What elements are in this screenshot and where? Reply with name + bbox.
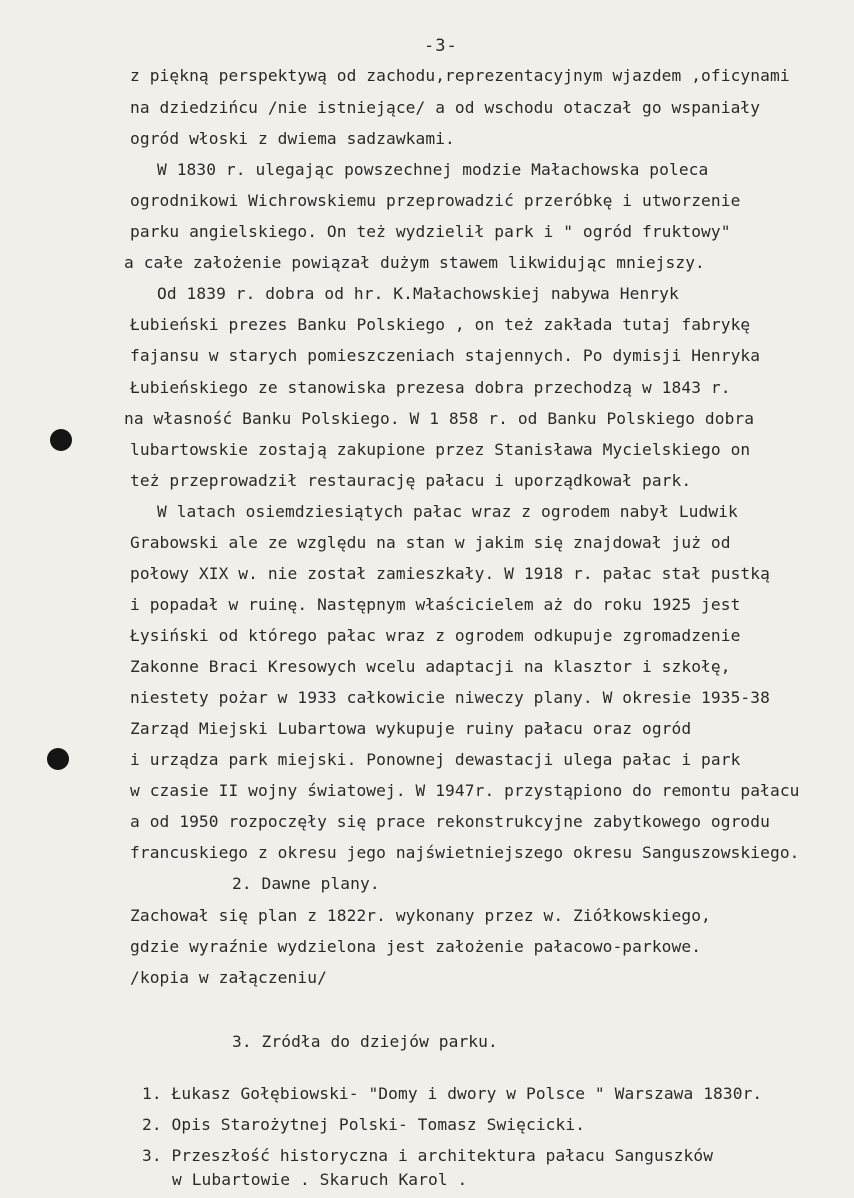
text-line: ogrodnikowi Wichrowskiemu przeprowadzić przeróbkę i utworzenie: [130, 191, 741, 210]
text-line: w czasie II wojny światowej. W 1947r. przystąpiono do remontu pałacu: [130, 781, 800, 800]
source-item-continuation: w Lubartowie . Skaruch Karol .: [172, 1170, 468, 1189]
text-line: francuskiego z okresu jego najświetniejszego okresu Sanguszowskiego.: [130, 843, 800, 862]
text-line: lubartowskie zostają zakupione przez Stanisława Mycielskiego on: [130, 440, 751, 459]
text-line: na własność Banku Polskiego. W 1 858 r. od Banku Polskiego dobra: [124, 409, 755, 428]
text-line: Łubieński prezes Banku Polskiego , on też zakłada tutaj fabrykę: [130, 315, 751, 334]
text-line: na dziedzińcu /nie istniejące/ a od wschodu otaczał go wspaniały: [130, 98, 761, 117]
text-line: Zarząd Miejski Lubartowa wykupuje ruiny pałacu oraz ogród: [130, 719, 692, 738]
text-line: i urządza park miejski. Ponownej dewastacji ulega pałac i park: [130, 750, 741, 769]
text-line: Zakonne Braci Kresowych wcelu adaptacji na klasztor i szkołę,: [130, 657, 731, 676]
text-line: parku angielskiego. On też wydzielił park i " ogród fruktowy": [130, 222, 731, 241]
source-item: 3. Przeszłość historyczna i architektura pałacu Sanguszków: [142, 1146, 714, 1165]
text-line: fajansu w starych pomieszczeniach stajennych. Po dymisji Henryka: [130, 346, 761, 365]
punch-hole: [47, 748, 69, 770]
text-line: gdzie wyraźnie wydzielona jest założenie pałacowo-parkowe.: [130, 937, 702, 956]
text-line: ogród włoski z dwiema sadzawkami.: [130, 129, 455, 148]
text-line: Łysiński od którego pałac wraz z ogrodem odkupuje zgromadzenie: [130, 626, 741, 645]
punch-hole: [50, 429, 72, 451]
text-line: niestety pożar w 1933 całkowicie niweczy plany. W okresie 1935-38: [130, 688, 770, 707]
text-line: i popadał w ruinę. Następnym właścicielem aż do roku 1925 jest: [130, 595, 741, 614]
page-number: -3-: [424, 36, 458, 56]
text-line: też przeprowadził restaurację pałacu i uporządkował park.: [130, 471, 692, 490]
section-heading-old-plans: 2. Dawne plany.: [232, 874, 380, 893]
text-line: W 1830 r. ulegając powszechnej modzie Małachowska poleca: [157, 160, 709, 179]
text-line: /kopia w załączeniu/: [130, 968, 327, 987]
text-line: a od 1950 rozpoczęły się prace rekonstrukcyjne zabytkowego ogrodu: [130, 812, 770, 831]
text-line: połowy XIX w. nie został zamieszkały. W 1918 r. pałac stał pustką: [130, 564, 770, 583]
text-line: Od 1839 r. dobra od hr. K.Małachowskiej nabywa Henryk: [157, 284, 679, 303]
text-line: Zachował się plan z 1822r. wykonany przez w. Ziółkowskiego,: [130, 906, 711, 925]
source-item: 1. Łukasz Gołębiowski- "Domy i dwory w Polsce " Warszawa 1830r.: [142, 1084, 763, 1103]
text-line: z piękną perspektywą od zachodu,reprezentacyjnym wjazdem ,oficynami: [130, 66, 790, 85]
section-heading-sources: 3. Zródła do dziejów parku.: [232, 1032, 498, 1051]
text-line: W latach osiemdziesiątych pałac wraz z ogrodem nabył Ludwik: [157, 502, 738, 521]
text-line: a całe założenie powiązał dużym stawem likwidując mniejszy.: [124, 253, 705, 272]
source-item: 2. Opis Starożytnej Polski- Tomasz Swięcicki.: [142, 1115, 586, 1134]
text-line: Grabowski ale ze względu na stan w jakim się znajdował już od: [130, 533, 731, 552]
text-line: Łubieńskiego ze stanowiska prezesa dobra przechodzą w 1843 r.: [130, 378, 731, 397]
